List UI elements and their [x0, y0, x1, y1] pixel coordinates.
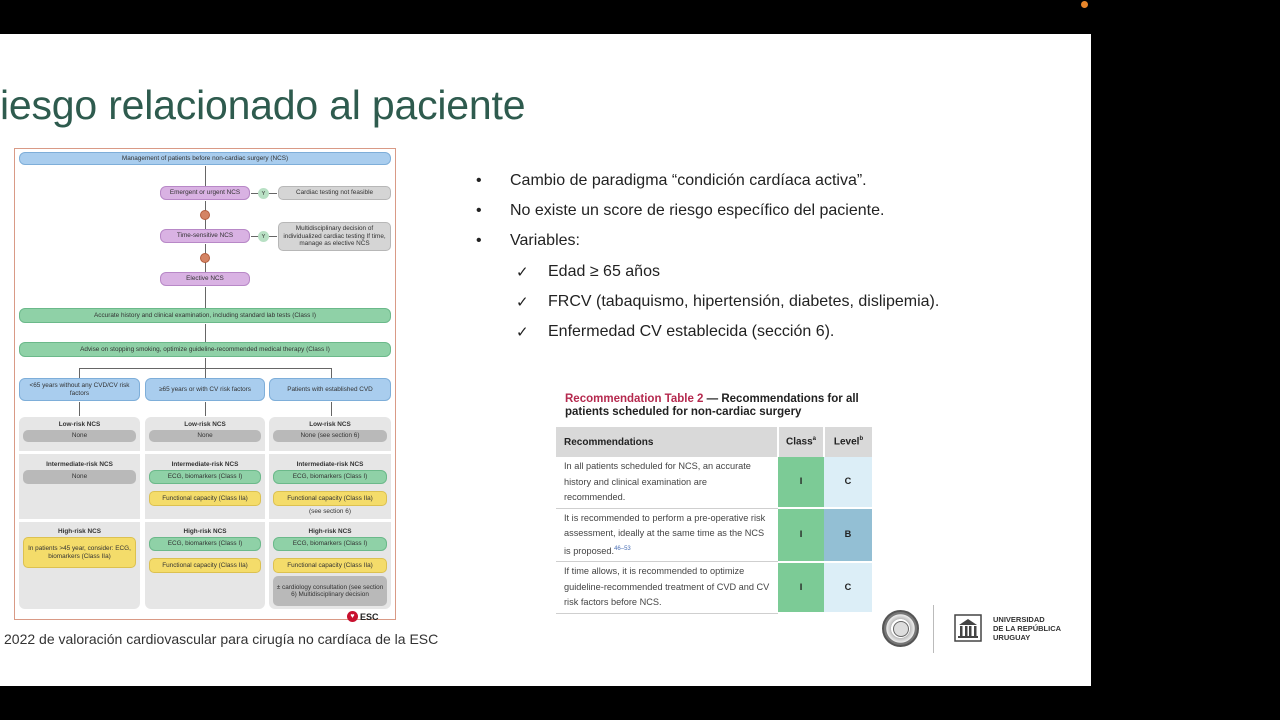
table-row: If time allows, it is recommended to optimize guideline-recommended treatment of CVD and CV risk factors before NCS. I C — [556, 562, 872, 614]
flow-advise: Advise on stopping smoking, optimize guideline-recommended medical therapy (Class I) — [19, 342, 391, 357]
slide-caption: 2022 de valoración cardiovascular para cirugía no cardíaca de la ESC — [4, 631, 439, 647]
logo-divider — [933, 605, 934, 653]
intermediate-risk-label: Intermediate-risk NCS — [46, 460, 113, 468]
table-row: In all patients scheduled for NCS, an accurate history and clinical examination are recommended. I C — [556, 457, 872, 508]
functional-capacity: Functional capacity (Class IIa) — [273, 491, 387, 506]
sub-bullet-item: ✓ Edad ≥ 65 años — [516, 263, 660, 281]
high-risk-label: High-risk NCS — [308, 527, 352, 535]
high-risk-consider: In patients >45 year, consider: ECG, biomarkers (Class IIa) — [23, 537, 136, 568]
yes-icon: Y — [258, 188, 269, 199]
flow-multidisciplinary: Multidisciplinary decision of individualized cardiac testing If time, manage as elective NCS — [278, 222, 391, 251]
university-name: UNIVERSIDAD DE LA REPÚBLICA URUGUAY — [993, 615, 1062, 642]
flow-history: Accurate history and clinical examination, including standard lab tests (Class I) — [19, 308, 391, 323]
recording-indicator-icon — [1081, 1, 1088, 8]
table-header-row — [556, 427, 872, 457]
yes-icon: Y — [258, 231, 269, 242]
ecg-biomarkers: ECG, biomarkers (Class I) — [149, 537, 261, 551]
bullet-item: • Cambio de paradigma “condición cardíaca activa”. — [476, 172, 867, 189]
flow-time-sensitive: Time-sensitive NCS — [160, 229, 250, 243]
flow-elective: Elective NCS — [160, 272, 250, 286]
group-established-cvd: Patients with established CVD — [269, 378, 391, 401]
low-risk-label: Low-risk NCS — [184, 420, 226, 428]
flow-not-feasible: Cardiac testing not feasible — [278, 186, 391, 200]
check-icon: ✓ — [516, 294, 529, 311]
recommendation-title: Recommendation Table 2 — Recommendations for all patients scheduled for non-cardiac surgery — [565, 393, 859, 418]
see-section-6: (see section 6) — [309, 507, 351, 515]
ecg-biomarkers: ECG, biomarkers (Class I) — [273, 537, 387, 551]
low-risk-label: Low-risk NCS — [58, 420, 101, 428]
slide-title: iesgo relacionado al paciente — [0, 82, 526, 128]
sub-bullet-item: ✓ FRCV (tabaquismo, hipertensión, diabetes, dislipemia). — [516, 293, 940, 311]
ecg-biomarkers: ECG, biomarkers (Class I) — [273, 470, 387, 484]
low-risk-value: None — [23, 430, 136, 442]
col-class: Class$^a$ — [778, 427, 824, 457]
col-level: Level$^b$ — [824, 427, 872, 457]
bullet-item: • Variables: — [476, 232, 580, 249]
sub-bullet-item: ✓ Enfermedad CV establecida (sección 6). — [516, 323, 835, 341]
flow-emergent: Emergent or urgent NCS — [160, 186, 250, 200]
functional-capacity: Functional capacity (Class IIa) — [149, 558, 261, 573]
low-risk-value: None (see section 6) — [273, 430, 387, 442]
esc-label: ESC — [360, 611, 379, 622]
faculty-seal-icon — [882, 610, 919, 647]
group-under-65: <65 years without any CVD/CV risk factors — [19, 378, 140, 401]
intermediate-risk-label: Intermediate-risk NCS — [171, 460, 239, 468]
check-icon: ✓ — [516, 264, 529, 281]
bullet-marker: • — [476, 232, 482, 249]
intermediate-risk-label: Intermediate-risk NCS — [296, 460, 364, 468]
functional-capacity: Functional capacity (Class IIa) — [149, 491, 261, 506]
presentation-slide — [0, 34, 1091, 686]
flow-header: Management of patients before non-cardiac surgery (NCS) — [19, 152, 391, 165]
cardiology-consultation: ± cardiology consultation (see section 6) Multidisciplinary decision — [273, 576, 387, 606]
low-risk-value: None — [149, 430, 261, 442]
bullet-marker: • — [476, 202, 482, 219]
bullet-item: • No existe un score de riesgo específico del paciente. — [476, 202, 885, 219]
bullet-marker: • — [476, 172, 482, 189]
ecg-biomarkers: ECG, biomarkers (Class I) — [149, 470, 261, 484]
table-row: It is recommended to perform a pre-operative risk assessment, ideally at the same time as the NCS is proposed.$^{46-53}$ I B — [556, 508, 872, 562]
group-over-65: ≥65 years or with CV risk factors — [145, 378, 265, 401]
col-recommendations: Recommendations — [556, 427, 778, 457]
esc-logo — [347, 611, 379, 622]
check-icon: ✓ — [516, 324, 529, 341]
high-risk-label: High-risk NCS — [58, 527, 101, 535]
no-circle-icon — [200, 253, 210, 263]
high-risk-label: High-risk NCS — [183, 527, 227, 535]
intermediate-none: None — [23, 470, 136, 484]
no-circle-icon — [200, 210, 210, 220]
low-risk-label: Low-risk NCS — [309, 420, 351, 428]
heart-icon: ♥ — [347, 611, 358, 622]
recommendation-table — [556, 427, 872, 614]
flowchart — [14, 148, 396, 620]
university-building-icon — [952, 612, 984, 644]
functional-capacity: Functional capacity (Class IIa) — [273, 558, 387, 573]
